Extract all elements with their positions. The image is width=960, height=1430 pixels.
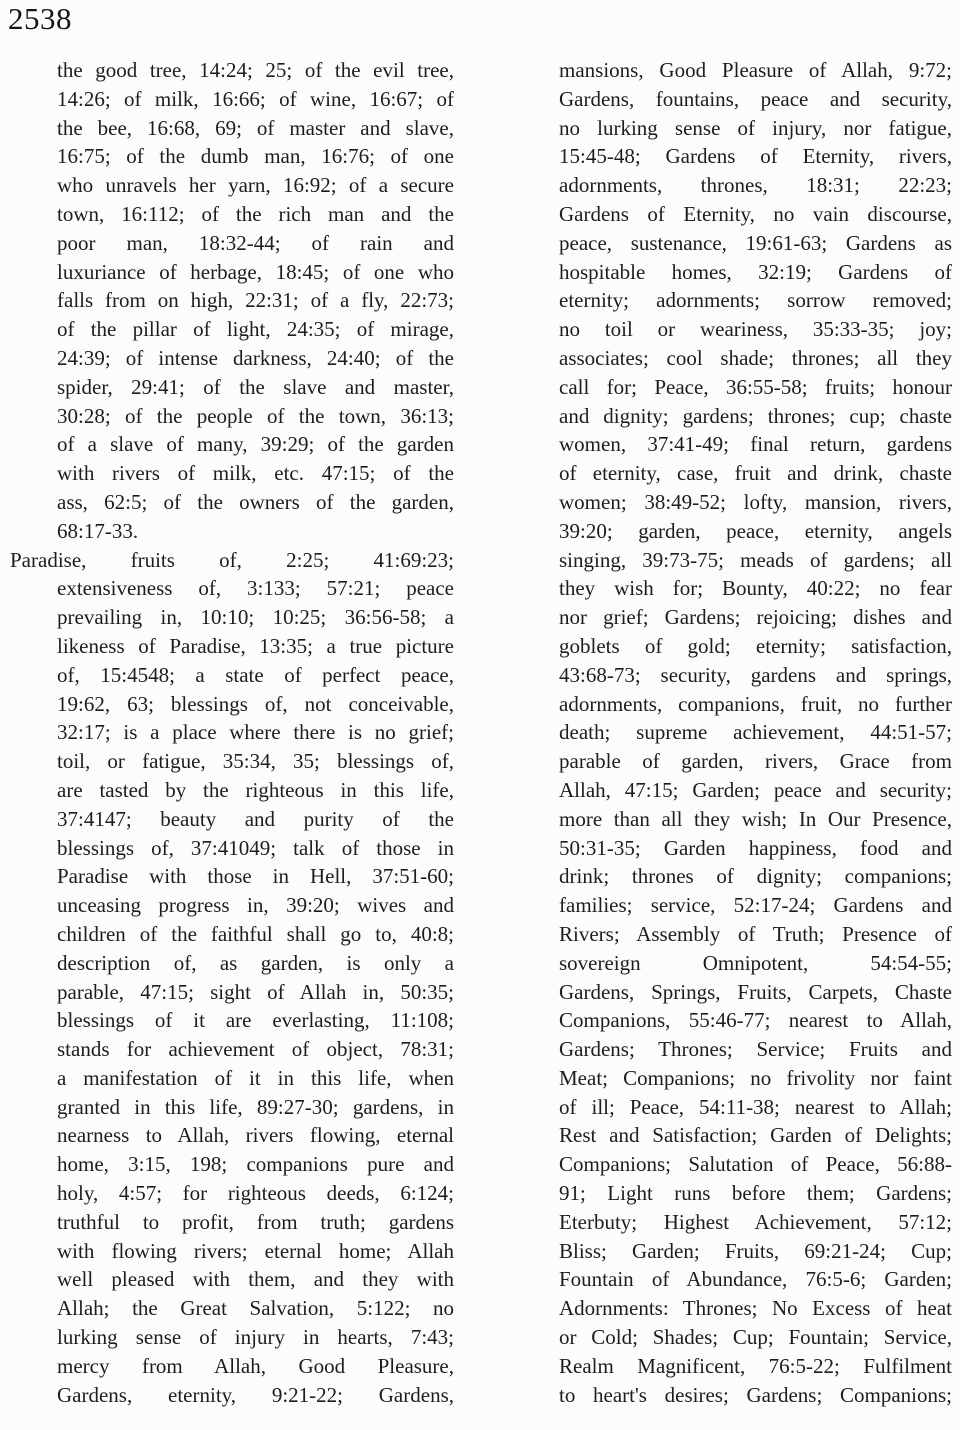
text-line: to heart's desires; Gardens; Companions;	[559, 1382, 952, 1407]
text-line: and dignity; gardens; thrones; cup; chaste	[559, 403, 952, 428]
text-line: 15:45-48; Gardens of Eternity, rivers,	[559, 144, 952, 169]
text-line: 37:4147; beauty and purity of the	[57, 806, 454, 831]
text-line: Paradise with those in Hell, 37:51-60;	[57, 864, 454, 889]
text-line: Bliss; Garden; Fruits, 69:21-24; Cup;	[559, 1238, 952, 1263]
text-line: more than all they wish; In Our Presence,	[559, 806, 952, 831]
text-line: hospitable homes, 32:19; Gardens of	[559, 259, 952, 284]
text-line: description of, as garden, is only a	[57, 950, 454, 975]
text-line: luxuriance of herbage, 18:45; of one who	[57, 259, 454, 284]
text-line: of eternity, case, fruit and drink, chaste	[559, 461, 952, 486]
index-column-left	[10, 56, 454, 1409]
text-line: falls from on high, 22:31; of a fly, 22:73;	[57, 288, 454, 313]
text-line: Allah, 47:15; Garden; peace and security;	[559, 777, 952, 802]
text-line: 50:31-35; Garden happiness, food and	[559, 835, 952, 860]
text-line: holy, 4:57; for righteous deeds, 6:124;	[57, 1181, 454, 1206]
text-line: Gardens, fountains, peace and security,	[559, 86, 952, 111]
text-line: 91; Light runs before them; Gardens;	[559, 1181, 952, 1206]
text-line: parable, 47:15; sight of Allah in, 50:35;	[57, 979, 454, 1004]
text-line: are tasted by the righteous in this life,	[57, 777, 454, 802]
text-line: adornments, companions, fruit, no further	[559, 691, 952, 716]
text-line: a manifestation of it in this life, when	[57, 1065, 454, 1090]
text-line: sovereign Omnipotent, 54:54-55;	[559, 950, 952, 975]
text-line: they wish for; Bounty, 40:22; no fear	[559, 576, 952, 601]
text-line: women, 37:41-49; final return, gardens	[559, 432, 952, 457]
text-line: adornments, thrones, 18:31; 22:23;	[559, 173, 952, 198]
text-line: mercy from Allah, Good Pleasure,	[57, 1353, 454, 1378]
text-line: drink; thrones of dignity; companions;	[559, 864, 952, 889]
text-line: of a slave of many, 39:29; of the garden	[57, 432, 454, 457]
text-line: prevailing in, 10:10; 10:25; 36:56-58; a	[57, 605, 454, 630]
text-line: mansions, Good Pleasure of Allah, 9:72;	[559, 58, 952, 82]
text-line: town, 16:112; of the rich man and the	[57, 201, 454, 226]
text-line: 32:17; is a place where there is no grief;	[57, 720, 454, 745]
text-line: 39:20; garden, peace, eternity, angels	[559, 518, 952, 543]
text-line: families; service, 52:17-24; Gardens and	[559, 893, 952, 918]
text-line: lurking sense of injury in hearts, 7:43;	[57, 1325, 454, 1350]
text-line: death; supreme achievement, 44:51-57;	[559, 720, 952, 745]
text-line: well pleased with them, and they with	[57, 1267, 454, 1292]
text-line: Gardens of Eternity, no vain discourse,	[559, 201, 952, 226]
text-line: spider, 29:41; of the slave and master,	[57, 374, 454, 399]
text-line: of, 15:4548; a state of perfect peace,	[57, 662, 454, 687]
text-line: peace, sustenance, 19:61-63; Gardens as	[559, 230, 952, 255]
text-line: the bee, 16:68, 69; of master and slave,	[57, 115, 454, 140]
text-line: eternity; adornments; sorrow removed;	[559, 288, 952, 313]
text-line: blessings of, 37:41049; talk of those in	[57, 835, 454, 860]
text-line: granted in this life, 89:27-30; gardens, in	[57, 1094, 454, 1119]
text-line: nor grief; Gardens; rejoicing; dishes and	[559, 605, 952, 630]
text-line: Allah; the Great Salvation, 5:122; no	[57, 1296, 454, 1321]
text-line: of the pillar of light, 24:35; of mirage,	[57, 317, 454, 342]
text-line: associates; cool shade; thrones; all they	[559, 345, 952, 370]
text-line: Eterbuty; Highest Achievement, 57:12;	[559, 1209, 952, 1234]
text-line: who unravels her yarn, 16:92; of a secure	[57, 173, 454, 198]
text-line: Paradise, fruits of, 2:25; 41:69:23;	[10, 547, 454, 572]
text-line: toil, or fatigue, 35:34, 35; blessings of,	[57, 749, 454, 774]
text-line: unceasing progress in, 39:20; wives and	[57, 893, 454, 918]
text-line: Gardens, eternity, 9:21-22; Gardens,	[57, 1382, 454, 1407]
text-line: no lurking sense of injury, nor fatigue,	[559, 115, 952, 140]
text-line: singing, 39:73-75; meads of gardens; all	[559, 547, 952, 572]
text-line: no toil or weariness, 35:33-35; joy;	[559, 317, 952, 342]
text-line: 68:17-33.	[57, 518, 139, 543]
text-line: blessings of it are everlasting, 11:108;	[57, 1008, 454, 1033]
text-line: 24:39; of intense darkness, 24:40; of the	[57, 345, 454, 370]
text-line: ass, 62:5; of the owners of the garden,	[57, 489, 454, 514]
text-line: goblets of gold; eternity; satisfaction,	[559, 633, 952, 658]
text-line: or Cold; Shades; Cup; Fountain; Service,	[559, 1325, 952, 1350]
text-line: Rest and Satisfaction; Garden of Delights;	[559, 1123, 952, 1148]
text-line: Gardens; Thrones; Service; Fruits and	[559, 1037, 952, 1062]
text-line: Meat; Companions; no frivolity nor faint	[559, 1065, 952, 1090]
text-line: nearness to Allah, rivers flowing, eternal	[57, 1123, 454, 1148]
text-line: poor man, 18:32-44; of rain and	[57, 230, 454, 255]
text-line: parable of garden, rivers, Grace from	[559, 749, 952, 774]
text-line: with rivers of milk, etc. 47:15; of the	[57, 461, 454, 486]
text-line: 19:62, 63; blessings of, not conceivable,	[57, 691, 454, 716]
index-column-right	[512, 56, 952, 1409]
text-line: Gardens, Springs, Fruits, Carpets, Chaste	[559, 979, 952, 1004]
text-line: Realm Magnificent, 76:5-22; Fulfilment	[559, 1353, 952, 1378]
text-line: Adornments: Thrones; No Excess of heat	[559, 1296, 952, 1321]
text-line: Rivers; Assembly of Truth; Presence of	[559, 921, 952, 946]
text-line: 14:26; of milk, 16:66; of wine, 16:67; of	[57, 86, 454, 111]
text-line: extensiveness of, 3:133; 57:21; peace	[57, 576, 454, 601]
text-line: stands for achievement of object, 78:31;	[57, 1037, 454, 1062]
text-line: likeness of Paradise, 13:35; a true picture	[57, 633, 454, 658]
text-line: with flowing rivers; eternal home; Allah	[57, 1238, 454, 1263]
text-line: Companions, 55:46-77; nearest to Allah,	[559, 1008, 952, 1033]
text-line: 30:28; of the people of the town, 36:13;	[57, 403, 454, 428]
text-line: of ill; Peace, 54:11-38; nearest to Allah;	[559, 1094, 952, 1119]
text-line: 43:68-73; security, gardens and springs,	[559, 662, 952, 687]
text-line: 16:75; of the dumb man, 16:76; of one	[57, 144, 454, 169]
text-line: the good tree, 14:24; 25; of the evil tree,	[57, 58, 454, 82]
text-line: Fountain of Abundance, 76:5-6; Garden;	[559, 1267, 952, 1292]
text-line: children of the faithful shall go to, 40:8;	[57, 921, 454, 946]
text-line: Companions; Salutation of Peace, 56:88-	[559, 1152, 952, 1177]
page-number: 2538	[8, 1, 72, 36]
text-line: home, 3:15, 198; companions pure and	[57, 1152, 454, 1177]
text-line: call for; Peace, 36:55-58; fruits; honour	[559, 374, 952, 399]
text-line: women; 38:49-52; lofty, mansion, rivers,	[559, 489, 952, 514]
text-line: truthful to profit, from truth; gardens	[57, 1209, 454, 1234]
